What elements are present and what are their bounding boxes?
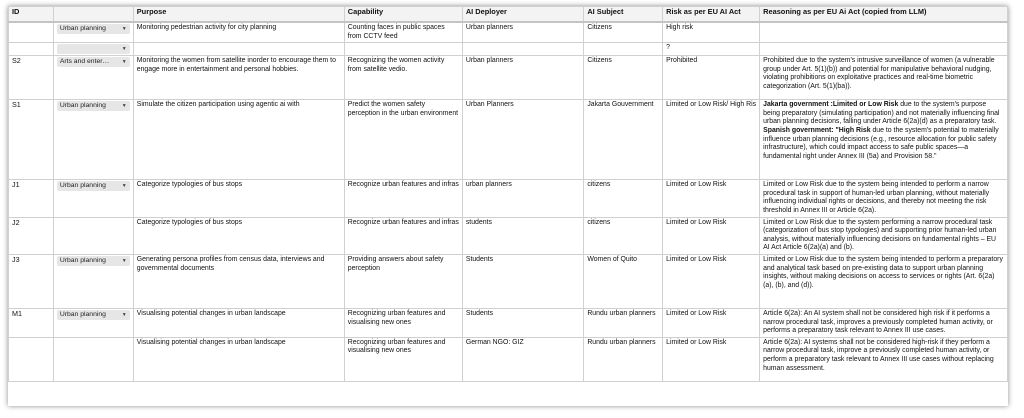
- chevron-down-icon: ▼: [121, 26, 127, 32]
- cell-category[interactable]: [53, 22, 133, 43]
- risk-assessment-table: [8, 6, 1008, 382]
- table-row: [9, 43, 1008, 56]
- header-capability[interactable]: Capability: [344, 7, 462, 23]
- chevron-down-icon: ▼: [121, 103, 127, 110]
- cell-deployer[interactable]: Urban planners: [462, 22, 583, 43]
- cell-purpose[interactable]: Monitoring the women from satellite inorder to encourage them to engage more in entertainment and personal hobbies.: [133, 56, 344, 100]
- chevron-down-icon: ▼: [121, 59, 127, 66]
- category-dropdown[interactable]: [57, 181, 130, 191]
- cell-capability[interactable]: Recognizing urban features and visualising new ones: [344, 337, 462, 381]
- category-value: Urban planning: [59, 310, 106, 318]
- cell-subject[interactable]: Citizens: [584, 56, 663, 100]
- cell-subject[interactable]: Citizens: [584, 22, 663, 43]
- cell-category[interactable]: [53, 254, 133, 308]
- cell-purpose[interactable]: Categorize typologies of bus stops: [133, 180, 344, 217]
- header-row: [9, 7, 1008, 23]
- cell-id[interactable]: S1: [9, 100, 54, 180]
- cell-subject[interactable]: Rundu urban planners: [584, 308, 663, 337]
- reasoning-spanish-heading: Spanish government: "High Risk: [763, 126, 871, 134]
- cell-risk[interactable]: Limited or Low Risk: [663, 217, 760, 254]
- cell-id[interactable]: [9, 43, 54, 56]
- cell-deployer[interactable]: Students: [462, 254, 583, 308]
- category-dropdown[interactable]: [57, 24, 130, 34]
- cell-deployer[interactable]: Urban Planners: [462, 100, 583, 180]
- cell-capability[interactable]: Recognizing urban features and visualising new ones: [344, 308, 462, 337]
- cell-id[interactable]: M1: [9, 308, 54, 337]
- cell-purpose[interactable]: Visualising potential changes in urban landscape: [133, 308, 344, 337]
- cell-category[interactable]: [53, 217, 133, 254]
- header-id[interactable]: ID: [9, 7, 54, 23]
- cell-purpose[interactable]: Generating persona profiles from census data, interviews and governmental documents: [133, 254, 344, 308]
- cell-reasoning[interactable]: [760, 22, 1008, 43]
- header-category[interactable]: [53, 7, 133, 23]
- table-row: [9, 100, 1008, 180]
- cell-reasoning[interactable]: [760, 100, 1008, 180]
- cell-reasoning[interactable]: Prohibited due to the system's intrusive surveillance of women (a vulnerable group under Art. 5(1)(b)) and potential for manipulative behavioral nudging, violating prohibitions on exploitative practices and real-time biometric categorization (Art. 5(1)(ba)).: [760, 56, 1008, 100]
- cell-purpose[interactable]: Categorize typologies of bus stops: [133, 217, 344, 254]
- category-dropdown[interactable]: [57, 44, 130, 54]
- chevron-down-icon: ▼: [121, 257, 127, 264]
- cell-subject[interactable]: Jakarta Gouvernment: [584, 100, 663, 180]
- cell-deployer[interactable]: Students: [462, 308, 583, 337]
- chevron-down-icon: ▼: [121, 46, 127, 53]
- cell-id[interactable]: J2: [9, 217, 54, 254]
- cell-category[interactable]: [53, 337, 133, 381]
- reasoning-spanish-text: due to the system's potential to materially influence urban planning decisions (e.g., resource allocation for public safety infrastructure), which could impact access to safe public spaces—a fundamental right under Annex III (5a) and Provision 58.": [763, 126, 999, 160]
- cell-deployer[interactable]: [462, 43, 583, 56]
- cell-reasoning[interactable]: Article 6(2a): AI systems shall not be considered high-risk if they perform a narrow procedural task, improve a previously completed human activity, or perform a preparatory task relevant to Annex III use cases without replacing human assessment.: [760, 337, 1008, 381]
- cell-id[interactable]: S2: [9, 56, 54, 100]
- cell-id[interactable]: J3: [9, 254, 54, 308]
- cell-risk[interactable]: Limited or Low Risk: [663, 254, 760, 308]
- cell-risk[interactable]: Prohibited: [663, 56, 760, 100]
- header-reasoning[interactable]: Reasoning as per EU Ai Act (copied from LLM): [760, 7, 1008, 23]
- cell-risk[interactable]: Limited or Low Risk: [663, 337, 760, 381]
- cell-reasoning[interactable]: Limited or Low Risk due to the system being intended to perform a narrow procedural task in support of human-led urban planning, without materially influencing individual rights or decisions, and thereby not meeting the risk threshold in Annex III or Article 6(2a).: [760, 180, 1008, 217]
- table-row: [9, 254, 1008, 308]
- category-dropdown[interactable]: [57, 101, 130, 111]
- cell-capability[interactable]: Counting faces in public spaces from CCTV feed: [344, 22, 462, 43]
- cell-purpose[interactable]: Visualising potential changes in urban landscape: [133, 337, 344, 381]
- table-row: [9, 22, 1008, 43]
- cell-deployer[interactable]: Urban planners: [462, 56, 583, 100]
- cell-subject[interactable]: Women of Quito: [584, 254, 663, 308]
- chevron-down-icon: ▼: [121, 311, 127, 318]
- category-dropdown[interactable]: [57, 256, 130, 266]
- header-deployer[interactable]: AI Deployer: [462, 7, 583, 23]
- cell-capability[interactable]: [344, 43, 462, 56]
- cell-risk[interactable]: Limited or Low Risk: [663, 180, 760, 217]
- table-row: [9, 56, 1008, 100]
- spreadsheet-window: [8, 6, 1008, 406]
- header-risk[interactable]: Risk as per EU AI Act: [663, 7, 760, 23]
- category-dropdown[interactable]: [57, 310, 130, 320]
- cell-capability[interactable]: Recognize urban features and infras: [344, 217, 462, 254]
- cell-deployer[interactable]: German NGO: GIZ: [462, 337, 583, 381]
- cell-purpose[interactable]: [133, 43, 344, 56]
- cell-category[interactable]: [53, 43, 133, 56]
- cell-capability[interactable]: Predict the women safety perception in the urban environment: [344, 100, 462, 180]
- table-row: [9, 217, 1008, 254]
- cell-category[interactable]: [53, 56, 133, 100]
- cell-risk[interactable]: Limited or Low Risk: [663, 308, 760, 337]
- cell-deployer[interactable]: urban planners: [462, 180, 583, 217]
- cell-id[interactable]: J1: [9, 180, 54, 217]
- category-dropdown[interactable]: [57, 57, 130, 67]
- cell-category[interactable]: [53, 308, 133, 337]
- cell-capability[interactable]: Providing answers about safety perception: [344, 254, 462, 308]
- cell-purpose[interactable]: Simulate the citizen participation using agentic ai with: [133, 100, 344, 180]
- cell-risk[interactable]: Limited or Low Risk/ High Ris: [663, 100, 760, 180]
- cell-purpose[interactable]: Monitoring pedestrian activity for city planning: [133, 22, 344, 43]
- chevron-down-icon: ▼: [121, 183, 127, 190]
- cell-category[interactable]: [53, 100, 133, 180]
- category-value: Urban planning: [59, 25, 106, 32]
- cell-reasoning[interactable]: Limited or Low Risk due to the system performing a narrow procedural task (categorization of bus stop typologies) and supporting prior human-led urban analysis, without materially influencing decisions on fundamental rights – EU AI Act Article 6(2a)(a) and (b).: [760, 217, 1008, 254]
- cell-category[interactable]: [53, 180, 133, 217]
- table-row: [9, 308, 1008, 337]
- cell-id[interactable]: [9, 337, 54, 381]
- cell-capability[interactable]: Recognize urban features and infras: [344, 180, 462, 217]
- cell-deployer[interactable]: students: [462, 217, 583, 254]
- reasoning-jakarta-heading: Jakarta government :Limited or Low Risk: [763, 101, 899, 109]
- category-value: Arts and enter…: [59, 58, 110, 66]
- reasoning-jakarta-text: due to the system's purpose being preparatory (simulating participation) and not materially influencing final urban planning decisions, falling under Article 6(2a)(d) as a preparatory task.: [763, 101, 1000, 126]
- table-row: [9, 180, 1008, 217]
- cell-id[interactable]: [9, 22, 54, 43]
- cell-reasoning[interactable]: Article 6(2a): An AI system shall not be considered high risk if it performs a narrow procedural task, improves a previously completed human activity, or performs a preparatory task relevant to Annex III use cases.: [760, 308, 1008, 337]
- cell-subject[interactable]: Rundu urban planners: [584, 337, 663, 381]
- cell-reasoning[interactable]: Limited or Low Risk due to the system being intended to perform a preparatory and analytical task based on pre-existing data to support urban planning insights, without making decisions on access to services or rights (Art. 6(2a)(a), (b), and (d)).: [760, 254, 1008, 308]
- category-value: Urban planning: [59, 102, 106, 110]
- cell-subject[interactable]: citizens: [584, 217, 663, 254]
- cell-capability[interactable]: Recognizing the women activity from satellite vedio.: [344, 56, 462, 100]
- table-row: [9, 337, 1008, 381]
- cell-risk[interactable]: ?: [663, 43, 760, 56]
- category-value: Urban planning: [59, 256, 106, 264]
- header-purpose[interactable]: Purpose: [133, 7, 344, 23]
- cell-reasoning[interactable]: [760, 43, 1008, 56]
- category-value: Urban planning: [59, 182, 106, 190]
- cell-subject[interactable]: citizens: [584, 180, 663, 217]
- header-subject[interactable]: AI Subject: [584, 7, 663, 23]
- cell-risk[interactable]: High risk: [663, 22, 760, 43]
- cell-subject[interactable]: [584, 43, 663, 56]
